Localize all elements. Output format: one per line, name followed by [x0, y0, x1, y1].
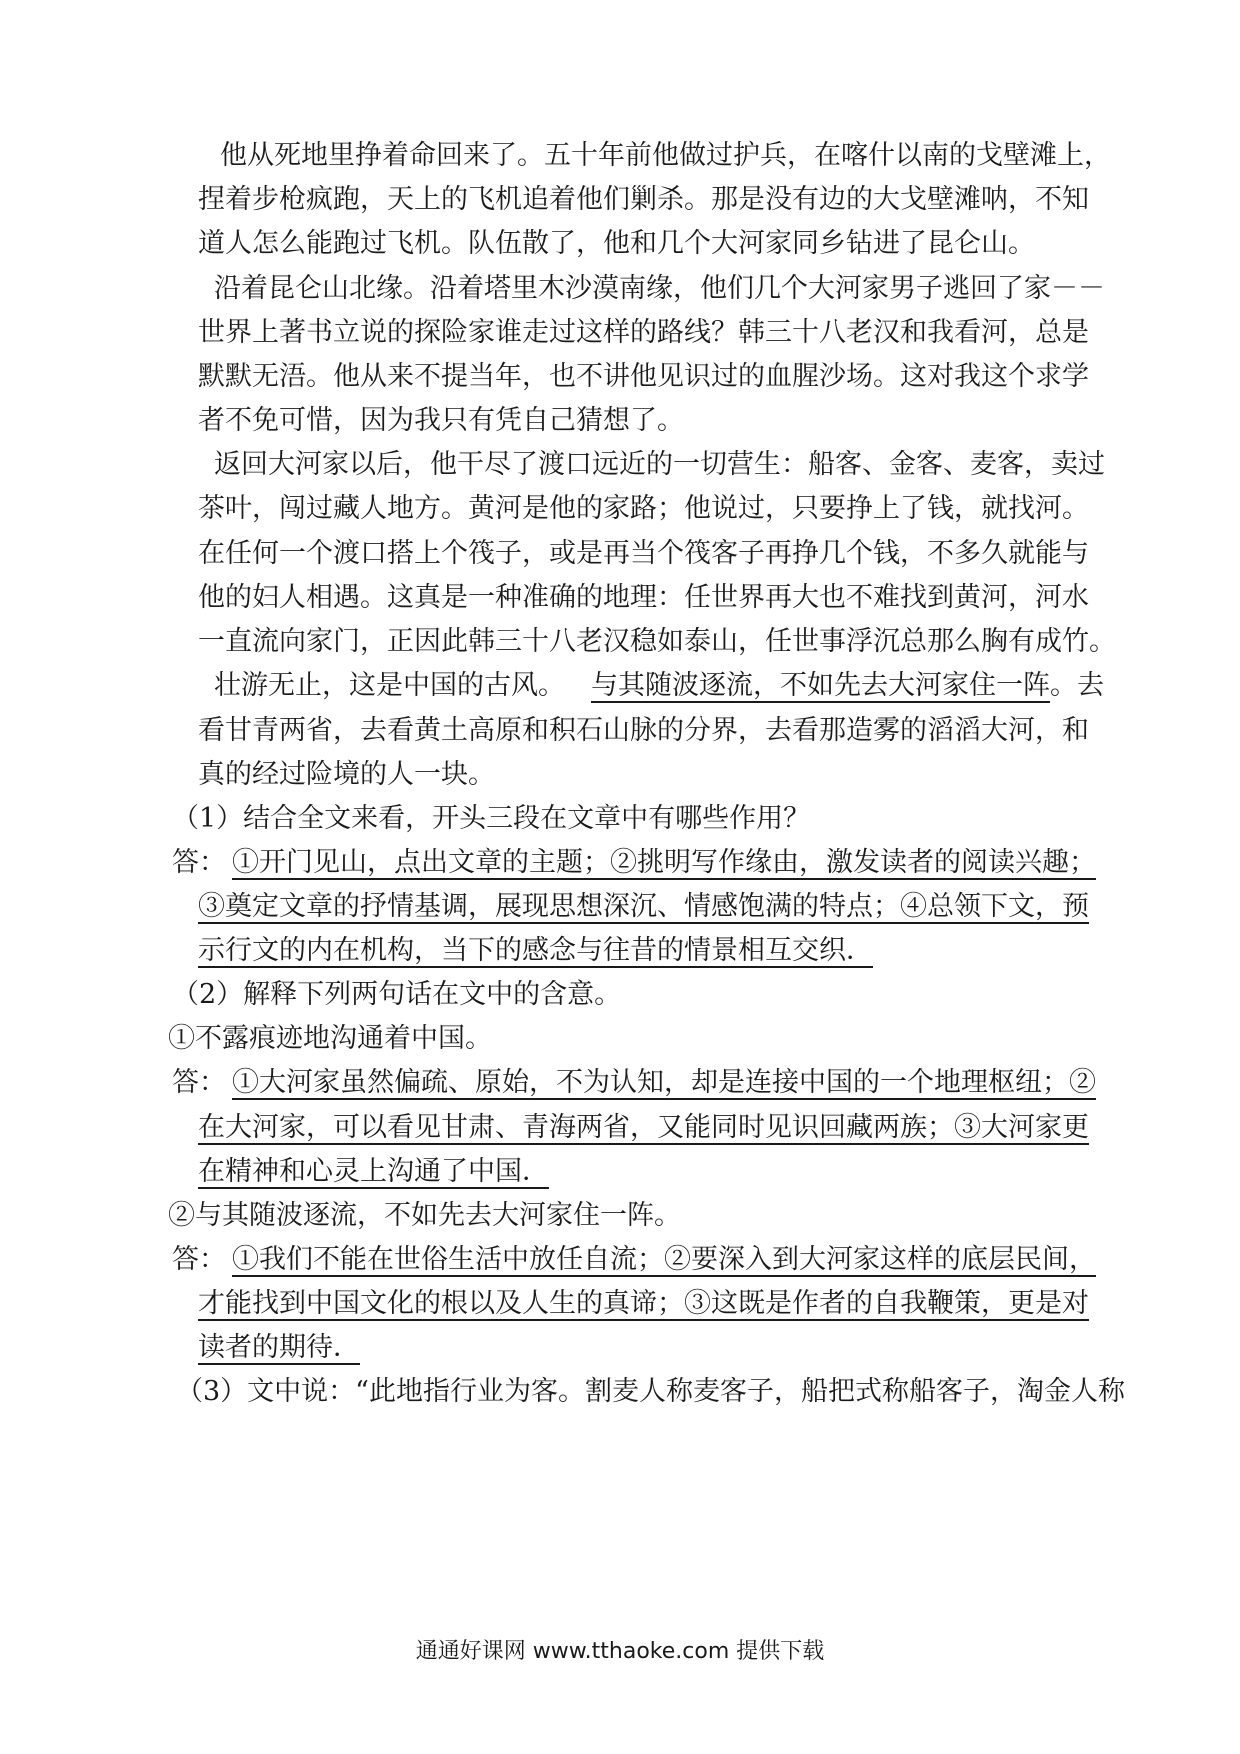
q2-sub2-answer-label: 答：: [172, 1244, 226, 1275]
underlined-phrase: 与其随波逐流，不如先去大河家住一阵: [591, 670, 1050, 701]
para1-line2: 捏着步枪疯跑，天上的飞机追着他们剿杀。那是没有边的大戈壁滩呐，不知: [198, 184, 1089, 215]
q1-answer-line3: 示行文的内在机构，当下的感念与往昔的情景相互交织．: [198, 935, 873, 966]
para2-line2: 世界上著书立说的探险家谁走过这样的路线？韩三十八老汉和我看河，总是: [198, 317, 1089, 348]
para3-line3: 在任何一个渡口搭上个筏子，或是再当个筏客子再挣几个钱，不多久就能与: [198, 538, 1089, 569]
para2-line3: 默默无浯。他从来不提当年，也不讲他见识过的血腥沙场。这对我这个求学: [198, 361, 1089, 392]
para3-line1: 返回大河家以后，他干尽了渡口远近的一切营生：船客、金客、麦客，卖过: [214, 449, 1105, 480]
question-2: （2）解释下列两句话在文中的含意。: [172, 979, 622, 1010]
para1-line3: 道人怎么能跑过飞机。队伍散了，他和几个大河家同乡钻进了昆仑山。: [198, 228, 1035, 259]
para4-line2: 看甘青两省，去看黄土高原和积石山脉的分界，去看那造雾的滔滔大河，和: [198, 715, 1089, 746]
para3-line5: 一直流向家门，正因此韩三十八老汉稳如泰山，任世事浮沉总那么胸有成竹。: [198, 626, 1116, 657]
q2-sub1-answer-line2: 在大河家，可以看见甘肃、青海两省，又能同时见识回藏两族；③大河家更: [198, 1112, 1089, 1143]
para2-line1: 沿着昆仑山北缘。沿着塔里木沙漠南缘，他们几个大河家男子逃回了家－－: [214, 273, 1105, 304]
para1-line1: 他从死地里挣着命回来了。五十年前他做过护兵，在喀什以南的戈壁滩上，: [220, 140, 1111, 171]
para4-line1: [214, 669, 1104, 703]
footer-download-note: 通通好课网 www.tthaoke.com 提供下载: [415, 1639, 825, 1664]
para3-line4: 他的妇人相遇。这真是一种准确的地理：任世界再大也不难找到黄河，河水: [198, 582, 1089, 613]
q2-sub2-answer-line1: ①我们不能在世俗生活中放任自流；②要深入到大河家这样的底层民间，: [232, 1244, 1096, 1275]
q1-answer-label: 答：: [172, 847, 226, 878]
q2-sub1-answer-line3: 在精神和心灵上沟通了中国．: [198, 1156, 549, 1187]
para4-line1-end: 。去: [1050, 670, 1104, 701]
question-1: （1）结合全文来看，开头三段在文章中有哪些作用？: [172, 803, 811, 834]
q2-sub2-answer-line3: 读者的期待．: [198, 1332, 360, 1363]
q2-sub1-answer-label: 答：: [172, 1067, 226, 1098]
question-3: （3）文中说：“此地指行业为客。割麦人称麦客子，船把式称船客子，淘金人称: [176, 1376, 1125, 1407]
q2-sub2-answer-line2: 才能找到中国文化的根以及人生的真谛；③这既是作者的自我鞭策，更是对: [198, 1288, 1089, 1319]
para4-line1-start: 壮游无止，这是中国的古风。: [214, 670, 565, 701]
q1-answer-line1: ①开门见山，点出文章的主题；②挑明写作缘由，激发读者的阅读兴趣；: [232, 847, 1096, 878]
q2-sub1: ①不露痕迹地沟通着中国。: [168, 1023, 492, 1054]
q2-sub1-answer-line1: ①大河家虽然偏疏、原始，不为认知，却是连接中国的一个地理枢纽；②: [232, 1067, 1096, 1098]
para4-line3: 真的经过险境的人一块。: [198, 759, 495, 790]
q1-answer-line2: ③奠定文章的抒情基调，展现思想深沉、情感饱满的特点；④总领下文，预: [198, 891, 1089, 922]
para2-line4: 者不免可惜，因为我只有凭自己猜想了。: [198, 405, 684, 436]
q2-sub2: ②与其随波逐流，不如先去大河家住一阵。: [168, 1200, 681, 1231]
para3-line2: 茶叶，闯过藏人地方。黄河是他的家路；他说过，只要挣上了钱，就找河。: [198, 493, 1089, 524]
